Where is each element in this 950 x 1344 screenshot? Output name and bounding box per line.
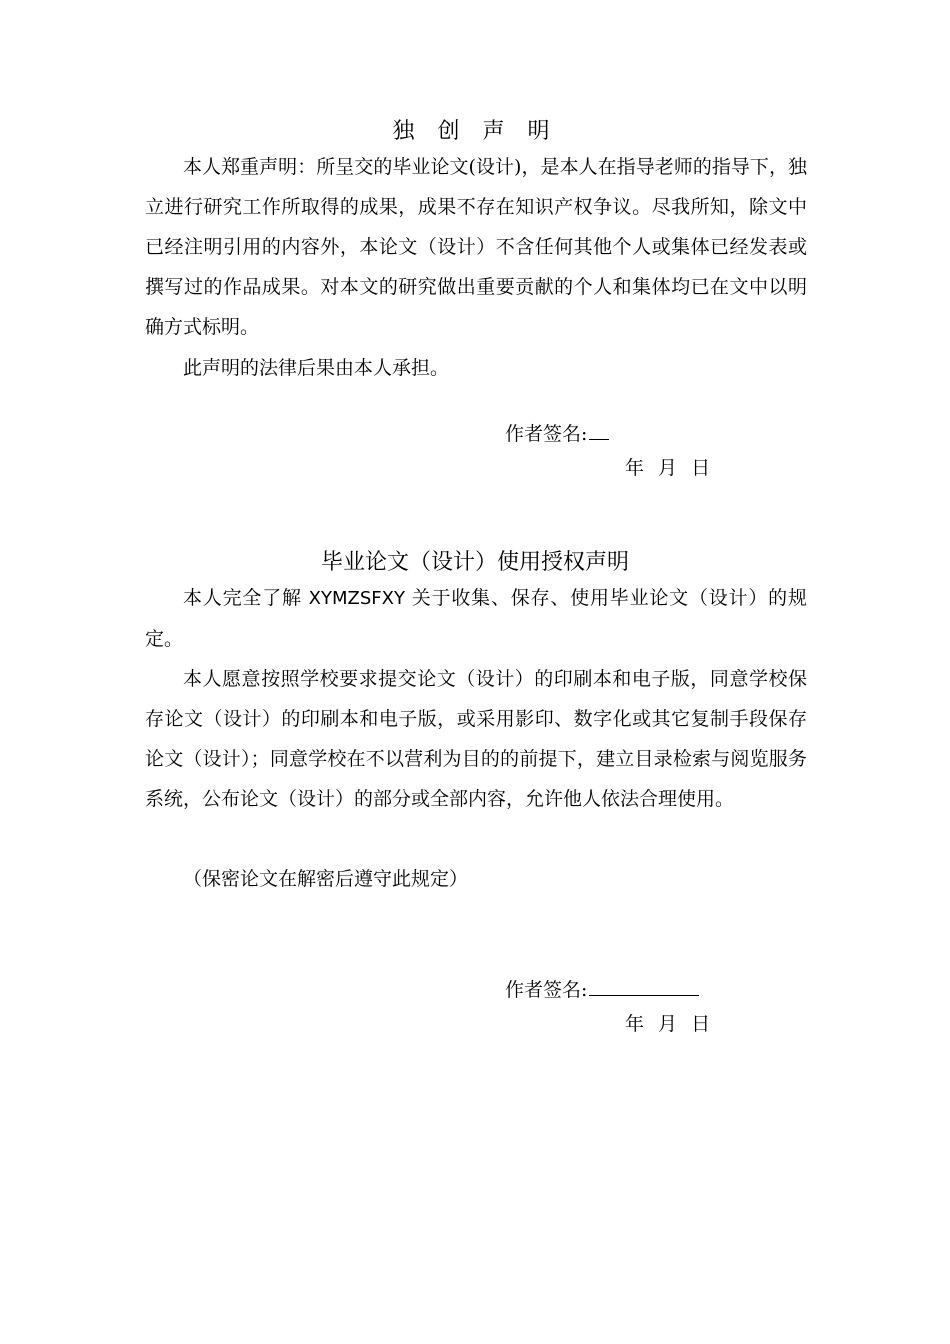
originality-title: 独 创 声 明 — [392, 119, 558, 144]
authorization-date: 年 月 日 — [625, 1013, 715, 1035]
originality-paragraph-1: 本人郑重声明：所呈交的毕业论文(设计)，是本人在指导老师的指导下，独立进行研究工作所取得的成果，成果不存在知识产权争议。尽我所知，除文中已经注明引用的内容外，本论文（设计）不含任何其他个人或集体已经发表或撰写过的作品成果。对本文的研究做出重要贡献的个人和集体均已在文中以明确方式标明。 — [145, 156, 807, 338]
institution-code: XYMZSFXY — [308, 588, 405, 609]
authorization-title: 毕业论文（设计）使用授权声明 — [320, 550, 629, 575]
authorization-signature — [505, 975, 699, 1005]
originality-signature — [505, 419, 609, 449]
originality-date: 年 月 日 — [625, 457, 715, 479]
originality-signature-line[interactable] — [589, 419, 609, 440]
originality-paragraph-2: 此声明的法律后果由本人承担。 — [183, 357, 450, 379]
authorization-paragraph-1-suffix: 关于收集、保存、使用毕业论文（设计）的规定。 — [145, 587, 807, 650]
authorization-signature-label: 作者签名: — [505, 979, 588, 1001]
authorization-signature-line[interactable] — [589, 975, 699, 996]
authorization-paragraph-2: 本人愿意按照学校要求提交论文（设计）的印刷本和电子版，同意学校保存论文（设计）的印刷本和电子版，或采用影印、数字化或其它复制手段保存论文（设计）；同意学校在不以营利为目的的前提下，建立目录检索与阅览服务系统，公布论文（设计）的部分或全部内容，允许他人依法合理使用。 — [145, 668, 807, 810]
authorization-paragraph-1 — [145, 578, 807, 659]
authorization-paragraph-1-prefix: 本人完全了解 — [183, 587, 302, 609]
originality-signature-label: 作者签名: — [505, 423, 588, 445]
confidential-note: （保密论文在解密后遵守此规定） — [183, 868, 469, 890]
